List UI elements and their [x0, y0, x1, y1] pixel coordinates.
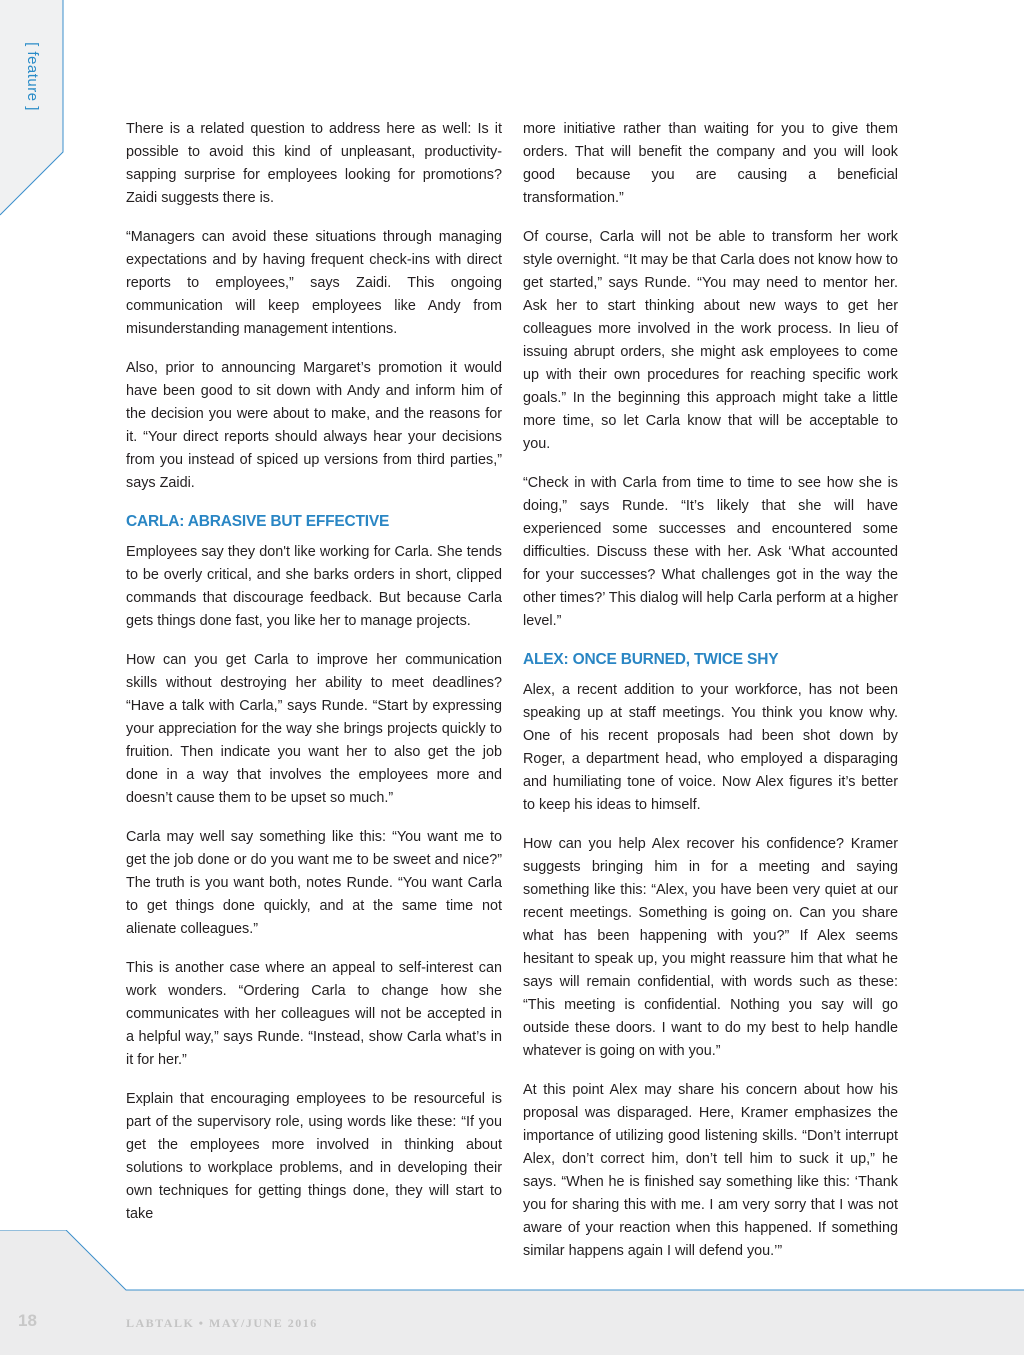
paragraph: At this point Alex may share his concern about how his proposal was disparaged. Here, Kramer emphasizes the importance of utilizing good listening skills. “Don’t interrupt Alex, don’t correct him, don’t tell him to suck it up,” he says. “When he is finished say something like this: ‘Thank you for sharing this with me. I am very sorry that I was not aware of your reaction when this happened. If something similar happens again I will defend you.’”	[523, 1082, 898, 1259]
paragraph: Of course, Carla will not be able to transform her work style overnight. “It may be that Carla does not know how to get started,” says Runde. “You may need to mentor her. Ask her to start thinking about new ways to get her colleagues more involved in the work process. In lieu of issuing abrupt orders, she might ask employees to come up with their own procedures for reaching specific work goals.” In the beginning this approach might take a little more time, so let Carla know that will be acceptable to you.	[523, 229, 898, 452]
section-tag-label: [ feature ]	[23, 41, 41, 111]
publication-title: LABTALK • MAY/JUNE 2016	[126, 1316, 318, 1330]
paragraph: There is a related question to address here as well: Is it possible to avoid this kind of unpleasant, productivity-sapping surprise for employees looking for promotions? Zaidi suggests there is.	[126, 121, 502, 206]
paragraph: more initiative rather than waiting for you to give them orders. That will benefit the company and you will look good because you are causing a beneficial transformation.”	[523, 121, 898, 206]
section-heading-carla: CARLA: ABRASIVE BUT EFFECTIVE	[126, 513, 390, 530]
section-tag	[14, 36, 50, 116]
paragraph: “Check in with Carla from time to time to see how she is doing,” says Runde. “It’s likely that she will have experienced some successes and encountered some difficulties. Discuss these with her. Ask ‘What accounted for your successes? What challenges got in the way the other times?’ This dialog will help Carla perform at a higher level.”	[523, 475, 898, 629]
paragraph: Employees say they don't like working for Carla. She tends to be overly critical, and she barks orders in short, clipped commands that discourage feedback. But because Carla gets things done fast, you like her to manage projects.	[126, 544, 502, 629]
paragraph: How can you help Alex recover his confidence? Kramer suggests bringing him in for a meeting and saying something like this: “Alex, you have been very quiet at our recent meetings. Something is going on. Can you share what has been happening with you?” If Alex seems hesitant to speak up, you might reassure him that what he says will remain confidential, with words such as these: “This meeting is confidential. Nothing you say will go outside these doors. I want to do my best to help handle whatever is going on with you.”	[523, 836, 898, 1059]
paragraph: “Managers can avoid these situations through managing expectations and by having frequent check-ins with direct reports to employees,” says Zaidi. This ongoing communication will keep employees like Andy from misunderstanding management intentions.	[126, 229, 502, 337]
left-column	[126, 118, 502, 1242]
paragraph: This is another case where an appeal to self-interest can work wonders. “Ordering Carla to change how she communicates with her colleagues will not be accepted in a helpful way,” says Runde. “Instead, show Carla what’s in it for her.”	[126, 960, 502, 1068]
paragraph: Alex, a recent addition to your workforce, has not been speaking up at staff meetings. You think you know why. One of his recent proposals had been shot down by Roger, a department head, who employed a disparaging and humiliating tone of voice. Now Alex figures it’s better to keep his ideas to himself.	[523, 682, 898, 813]
paragraph: Also, prior to announcing Margaret’s promotion it would have been good to sit down with Andy and inform him of the decision you were about to make, and the reasons for it. “Your direct reports should always hear your decisions from you instead of spiced up versions from third parties,” says Zaidi.	[126, 360, 502, 491]
page-number: 18	[18, 1311, 37, 1330]
section-heading-alex: ALEX: ONCE BURNED, TWICE SHY	[523, 651, 779, 668]
paragraph: How can you get Carla to improve her communication skills without destroying her ability to meet deadlines? “Have a talk with Carla,” says Runde. “Start by expressing your appreciation for the way she brings projects quickly to fruition. Then indicate you want her to also get the job done in a way that involves the employees more and doesn’t cause them to be upset so much.”	[126, 652, 502, 806]
right-column	[523, 118, 898, 1279]
paragraph: Carla may well say something like this: “You want me to get the job done or do you want me to be sweet and nice?” The truth is you want both, notes Runde. “You want Carla to get things done quickly, and at the same time not alienate colleagues.”	[126, 829, 502, 937]
paragraph: Explain that encouraging employees to be resourceful is part of the supervisory role, using words like these: “If you get the employees more involved in thinking about solutions to workplace problems, and in developing their own techniques for getting things done, they will start to take	[126, 1091, 502, 1222]
footer-band	[0, 1230, 1024, 1355]
